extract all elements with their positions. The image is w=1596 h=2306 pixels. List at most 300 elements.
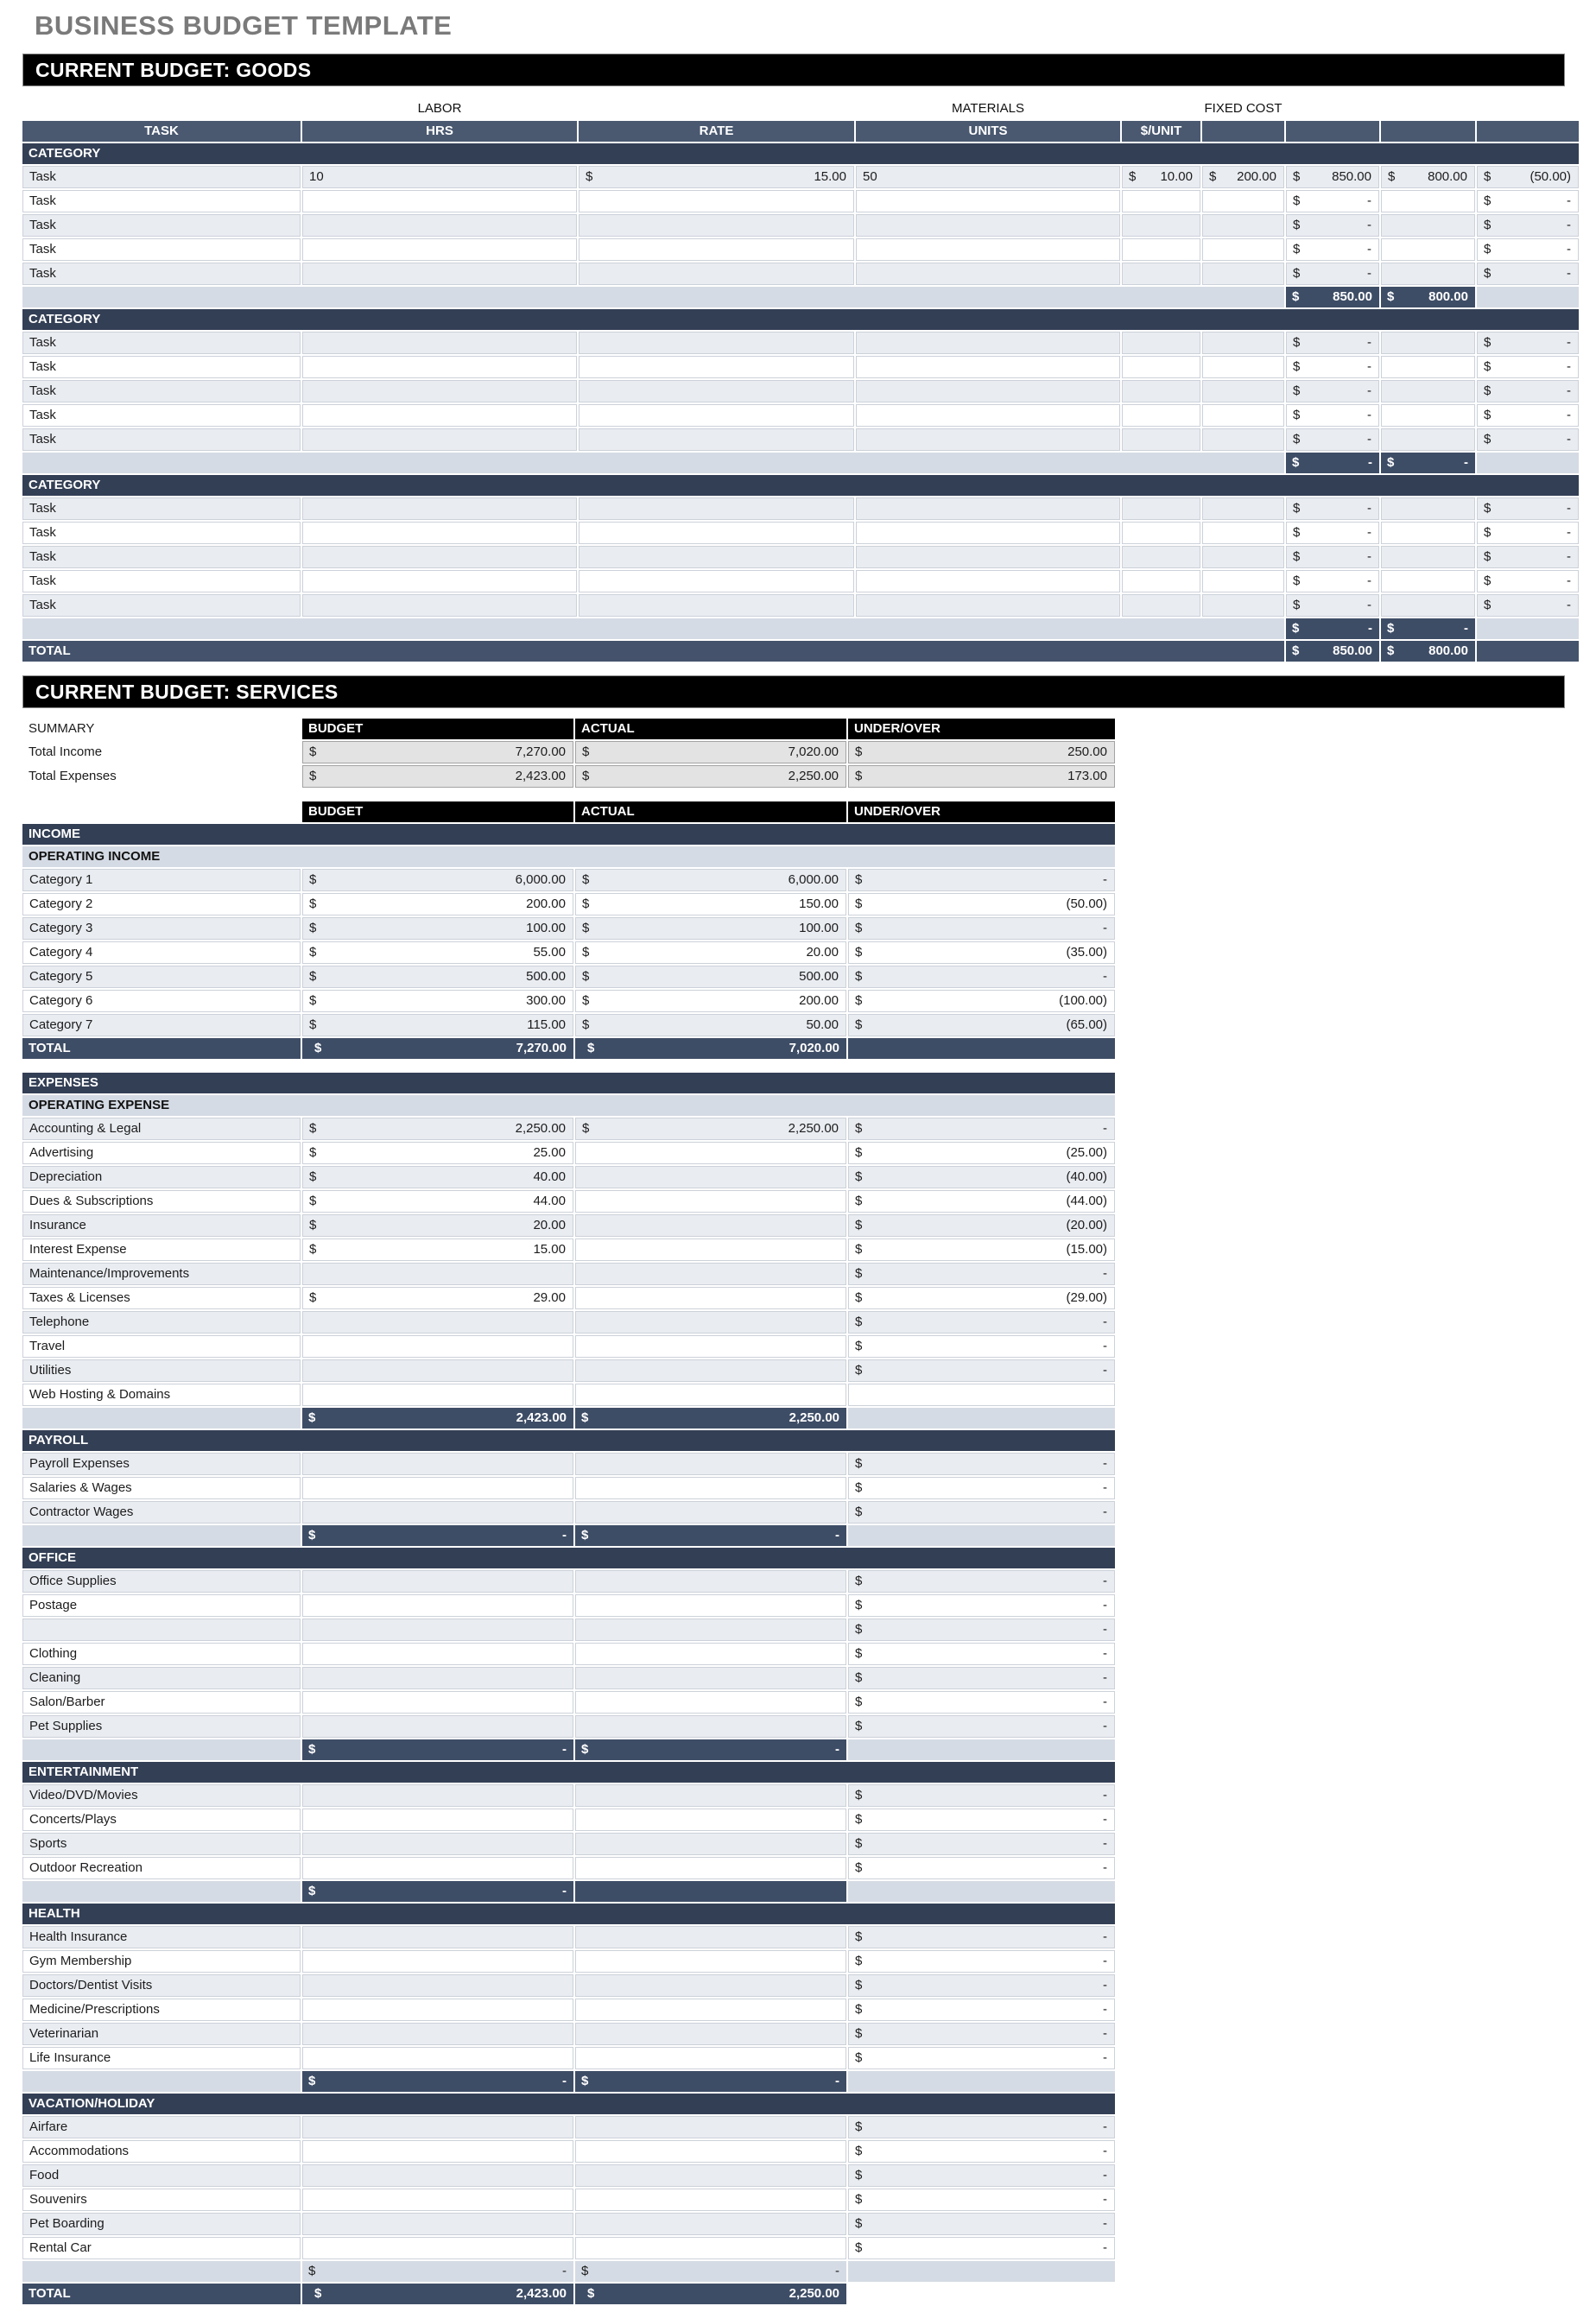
total-underover-cell bbox=[1477, 641, 1579, 662]
actual-column-header: ACTUAL bbox=[1381, 98, 1475, 119]
actual-column-header: ACTUAL bbox=[575, 719, 846, 739]
money-value bbox=[303, 894, 573, 915]
subtotal-underover-cell bbox=[848, 2261, 1115, 2282]
subsection-header-label: OPERATING EXPENSE bbox=[22, 1095, 1115, 1116]
amount: - bbox=[1567, 383, 1571, 398]
currency-symbol: $ bbox=[855, 1622, 863, 1637]
currency-symbol: $ bbox=[309, 1290, 317, 1305]
spacer-cell bbox=[848, 2284, 1115, 2304]
amount: 6,000.00 bbox=[788, 872, 839, 887]
category-header-row bbox=[22, 143, 1579, 164]
subtotal-actual-cell bbox=[575, 1739, 846, 1760]
currency-symbol: $ bbox=[308, 2264, 316, 2278]
fixed-cost-cell bbox=[1202, 522, 1284, 544]
money-value bbox=[849, 1239, 1114, 1260]
amount: 2,250.00 bbox=[515, 1121, 566, 1136]
expense-row bbox=[22, 2213, 1115, 2235]
underover-cell bbox=[1477, 404, 1579, 427]
underover-cell bbox=[848, 1974, 1115, 1997]
expense-row bbox=[22, 1926, 1115, 1948]
total-underover-cell bbox=[848, 1038, 1115, 1059]
money-value bbox=[1287, 215, 1378, 236]
row-label-cell: Travel bbox=[22, 1335, 301, 1358]
actual-cell bbox=[1381, 594, 1475, 617]
money-value bbox=[1478, 405, 1578, 426]
money-value bbox=[849, 1360, 1114, 1381]
underover-cell bbox=[1477, 263, 1579, 285]
amount: 2,423.00 bbox=[516, 2286, 567, 2301]
task-cell: Task bbox=[22, 594, 301, 617]
money-value bbox=[303, 1215, 573, 1236]
money-value bbox=[1478, 191, 1578, 212]
amount: 44.00 bbox=[533, 1194, 566, 1208]
subtotal-budget-cell bbox=[302, 2071, 573, 2092]
budget-cell bbox=[302, 2116, 573, 2138]
expense-row bbox=[22, 1166, 1115, 1188]
currency-symbol: $ bbox=[855, 1121, 863, 1136]
actual-cell bbox=[575, 2047, 846, 2069]
money-value bbox=[849, 1336, 1114, 1357]
expense-row bbox=[22, 1999, 1115, 2021]
currency-symbol: $ bbox=[855, 993, 863, 1008]
currency-symbol: $ bbox=[855, 2026, 863, 2041]
money-value bbox=[849, 1215, 1114, 1236]
money-value bbox=[576, 918, 846, 939]
goods-total-row bbox=[22, 641, 1579, 662]
underover-cell bbox=[848, 1335, 1115, 1358]
currency-symbol: $ bbox=[581, 1528, 589, 1543]
summary-row bbox=[22, 765, 1115, 788]
underover-cell bbox=[848, 1014, 1115, 1036]
goods-task-row bbox=[22, 404, 1579, 427]
task-cell: Task bbox=[22, 546, 301, 568]
subtotal-spacer bbox=[22, 2261, 301, 2282]
underover-cell bbox=[1477, 546, 1579, 568]
currency-symbol: $ bbox=[855, 1194, 863, 1208]
currency-symbol: $ bbox=[1484, 573, 1492, 588]
money-value bbox=[849, 766, 1114, 787]
services-total-row bbox=[22, 2284, 1115, 2304]
budget-cell bbox=[302, 1142, 573, 1164]
money-value bbox=[302, 2071, 573, 2092]
actual-cell bbox=[1381, 263, 1475, 285]
money-value bbox=[849, 1716, 1114, 1737]
budget-cell bbox=[1286, 263, 1379, 285]
money-value bbox=[1287, 498, 1378, 519]
currency-symbol: $ bbox=[855, 1017, 863, 1032]
subtotal-underover-cell bbox=[848, 2071, 1115, 2092]
budget-cell bbox=[302, 869, 573, 891]
row-label-cell: Category 6 bbox=[22, 990, 301, 1012]
money-value bbox=[308, 1038, 573, 1059]
rate-cell bbox=[579, 190, 854, 212]
task-cell: Task bbox=[22, 263, 301, 285]
underover-cell bbox=[848, 1214, 1115, 1237]
actual-cell bbox=[575, 2237, 846, 2259]
rate-cell bbox=[579, 332, 854, 354]
currency-symbol: $ bbox=[1484, 598, 1492, 612]
actual-cell bbox=[575, 941, 846, 964]
currency-symbol: $ bbox=[309, 1218, 317, 1232]
currency-symbol: $ bbox=[1293, 598, 1301, 612]
group-subtotal-row bbox=[22, 2261, 1115, 2282]
expense-row bbox=[22, 1335, 1115, 1358]
currency-symbol: $ bbox=[1293, 549, 1301, 564]
actual-cell bbox=[575, 1190, 846, 1213]
money-value bbox=[849, 1951, 1114, 1972]
currency-symbol: $ bbox=[855, 1574, 863, 1588]
amount: - bbox=[1103, 1315, 1107, 1329]
currency-symbol: $ bbox=[855, 2240, 863, 2255]
money-value bbox=[849, 2141, 1114, 2162]
rate-column-header: RATE bbox=[579, 121, 854, 142]
currency-symbol: $ bbox=[855, 896, 863, 911]
currency-symbol: $ bbox=[314, 2286, 322, 2301]
money-value bbox=[303, 942, 573, 963]
spacer-cell bbox=[22, 98, 301, 119]
units-cell bbox=[856, 380, 1120, 402]
amount: 20.00 bbox=[533, 1218, 566, 1232]
goods-column-header-row bbox=[22, 121, 1579, 142]
money-value bbox=[849, 1118, 1114, 1139]
subtotal-actual-cell bbox=[1381, 453, 1475, 473]
units-cell bbox=[856, 214, 1120, 237]
amount: - bbox=[1367, 218, 1371, 232]
units-column-header: UNITS bbox=[856, 121, 1120, 142]
unit-cost-cell bbox=[1122, 190, 1200, 212]
underover-cell bbox=[848, 2116, 1115, 2138]
hrs-column-header: HRS bbox=[302, 121, 577, 142]
amount: 2,250.00 bbox=[788, 1410, 839, 1425]
money-value bbox=[1478, 381, 1578, 402]
section-header-label: HEALTH bbox=[22, 1904, 1115, 1924]
underover-cell bbox=[848, 1142, 1115, 1164]
underover-column-header: UNDER/OVER bbox=[1477, 98, 1579, 119]
group-subtotal-row bbox=[22, 1881, 1115, 1902]
expense-row bbox=[22, 1214, 1115, 1237]
amount: - bbox=[835, 2264, 839, 2278]
units-cell bbox=[856, 497, 1120, 520]
goods-task-row bbox=[22, 428, 1579, 451]
currency-symbol: $ bbox=[1292, 289, 1300, 304]
amount: (35.00) bbox=[1066, 945, 1107, 960]
currency-symbol: $ bbox=[582, 969, 590, 984]
actual-cell bbox=[575, 1999, 846, 2021]
money-value bbox=[1287, 333, 1378, 353]
category-subtotal-row bbox=[22, 453, 1579, 473]
money-value bbox=[849, 1692, 1114, 1713]
actual-cell bbox=[575, 917, 846, 940]
units-cell bbox=[856, 190, 1120, 212]
fixed-cost-cell bbox=[1202, 263, 1284, 285]
amount: 800.00 bbox=[1428, 289, 1468, 304]
expense-row bbox=[22, 1263, 1115, 1285]
subsection-header-row bbox=[22, 1095, 1115, 1116]
underover-cell bbox=[848, 1809, 1115, 1831]
money-value bbox=[1381, 641, 1475, 662]
subtotal-spacer bbox=[22, 618, 1284, 639]
money-value bbox=[303, 1288, 573, 1308]
amount: 2,423.00 bbox=[516, 1410, 567, 1425]
actual-cell bbox=[575, 1715, 846, 1738]
amount: 200.00 bbox=[1237, 169, 1276, 184]
goods-task-row bbox=[22, 497, 1579, 520]
actual-cell bbox=[1381, 166, 1475, 188]
section-header-row bbox=[22, 1762, 1115, 1783]
units-cell bbox=[856, 263, 1120, 285]
underover-cell bbox=[1477, 214, 1579, 237]
money-value bbox=[849, 894, 1114, 915]
currency-symbol: $ bbox=[314, 1041, 322, 1055]
amount: 20.00 bbox=[806, 945, 839, 960]
row-label-cell: Postage bbox=[22, 1594, 301, 1617]
actual-cell bbox=[575, 966, 846, 988]
amount: 10.00 bbox=[1160, 169, 1193, 184]
rate-cell bbox=[579, 166, 854, 188]
rate-cell bbox=[579, 594, 854, 617]
row-label-cell: Category 1 bbox=[22, 869, 301, 891]
money-value bbox=[849, 1595, 1114, 1616]
currency-symbol: $ bbox=[1293, 432, 1301, 447]
budget-cell bbox=[302, 1833, 573, 1855]
currency-symbol: $ bbox=[855, 1836, 863, 1851]
subtotal-spacer bbox=[22, 1525, 301, 1546]
currency-symbol: $ bbox=[855, 1242, 863, 1257]
currency-symbol: $ bbox=[1293, 525, 1301, 540]
row-label-cell: Contractor Wages bbox=[22, 1501, 301, 1524]
fixed-cost-cell bbox=[1202, 546, 1284, 568]
money-value bbox=[303, 991, 573, 1011]
actual-cell bbox=[1381, 214, 1475, 237]
budget-cell bbox=[302, 1014, 573, 1036]
subtotal-actual-cell bbox=[575, 1525, 846, 1546]
hrs-cell bbox=[302, 214, 577, 237]
amount: - bbox=[1367, 501, 1371, 516]
currency-symbol: $ bbox=[1484, 193, 1492, 208]
currency-symbol: $ bbox=[855, 921, 863, 935]
total-label-cell: TOTAL bbox=[22, 2284, 301, 2304]
section-header-label: ENTERTAINMENT bbox=[22, 1762, 1115, 1783]
budget-cell bbox=[302, 1619, 573, 1641]
budget-cell bbox=[302, 917, 573, 940]
row-label-cell: Accommodations bbox=[22, 2140, 301, 2163]
budget-cell bbox=[1286, 332, 1379, 354]
amount: - bbox=[1103, 2026, 1107, 2041]
currency-symbol: $ bbox=[1484, 383, 1492, 398]
budget-cell bbox=[1286, 594, 1379, 617]
column-header-spacer bbox=[1381, 121, 1475, 142]
actual-cell bbox=[1381, 522, 1475, 544]
expense-row bbox=[22, 1384, 1115, 1406]
underover-cell bbox=[848, 1619, 1115, 1641]
actual-cell bbox=[575, 1335, 846, 1358]
money-value bbox=[849, 2117, 1114, 2138]
currency-symbol: $ bbox=[1484, 266, 1492, 281]
subtotal-actual-cell bbox=[1381, 287, 1475, 307]
actual-cell bbox=[575, 990, 846, 1012]
money-value bbox=[1287, 571, 1378, 592]
amount: - bbox=[1103, 921, 1107, 935]
budget-cell bbox=[1286, 166, 1379, 188]
expense-row bbox=[22, 1974, 1115, 1997]
money-value bbox=[1286, 641, 1379, 662]
subtotal-budget-cell bbox=[302, 1525, 573, 1546]
currency-symbol: $ bbox=[1387, 289, 1395, 304]
amount: - bbox=[1367, 193, 1371, 208]
amount: - bbox=[1103, 1646, 1107, 1661]
row-label-cell: Category 2 bbox=[22, 893, 301, 915]
amount: - bbox=[1103, 1670, 1107, 1685]
subtotal-budget-cell bbox=[1286, 453, 1379, 473]
underover-cell bbox=[848, 2047, 1115, 2069]
currency-symbol: $ bbox=[855, 1480, 863, 1495]
money-value bbox=[1478, 429, 1578, 450]
summary-row-label: Total Income bbox=[22, 741, 301, 763]
amount: - bbox=[562, 1884, 567, 1898]
goods-task-row bbox=[22, 570, 1579, 592]
underover-cell bbox=[848, 1999, 1115, 2021]
money-value bbox=[849, 1015, 1114, 1036]
amount: - bbox=[1103, 1695, 1107, 1709]
currency-symbol: $ bbox=[1484, 359, 1492, 374]
fixed-cost-cell bbox=[1202, 356, 1284, 378]
rate-cell bbox=[579, 404, 854, 427]
subtotal-underover-cell bbox=[848, 1408, 1115, 1429]
money-value bbox=[302, 2261, 573, 2282]
subtotal-underover-cell bbox=[848, 1525, 1115, 1546]
row-label-cell: Veterinarian bbox=[22, 2023, 301, 2045]
currency-symbol: $ bbox=[309, 1194, 317, 1208]
money-value bbox=[849, 1834, 1114, 1854]
summary-table bbox=[21, 717, 1117, 789]
subsection-header-label: OPERATING INCOME bbox=[22, 846, 1115, 867]
amount: - bbox=[1367, 383, 1371, 398]
underover-cell bbox=[848, 1239, 1115, 1261]
section-header-label: VACATION/HOLIDAY bbox=[22, 2094, 1115, 2114]
row-label-cell: Depreciation bbox=[22, 1166, 301, 1188]
section-header-row bbox=[22, 1073, 1115, 1093]
money-value bbox=[1478, 498, 1578, 519]
expense-row bbox=[22, 2116, 1115, 2138]
task-cell: Task bbox=[22, 356, 301, 378]
currency-symbol: $ bbox=[309, 993, 317, 1008]
money-value bbox=[849, 2165, 1114, 2186]
row-label-cell: Salon/Barber bbox=[22, 1691, 301, 1714]
section-header-label: EXPENSES bbox=[22, 1073, 1115, 1093]
task-cell: Task bbox=[22, 428, 301, 451]
amount: - bbox=[1103, 1456, 1107, 1471]
amount: 40.00 bbox=[533, 1169, 566, 1184]
subtotal-budget-cell bbox=[302, 1739, 573, 1760]
section-header-row bbox=[22, 1904, 1115, 1924]
amount: - bbox=[562, 1528, 567, 1543]
underover-cell bbox=[848, 1570, 1115, 1593]
subtotal-underover-cell bbox=[1477, 618, 1579, 639]
expense-row bbox=[22, 1239, 1115, 1261]
underover-column-header: UNDER/OVER bbox=[848, 719, 1115, 739]
currency-symbol: $ bbox=[855, 744, 863, 759]
amount: 15.00 bbox=[814, 169, 846, 184]
budget-cell bbox=[302, 2213, 573, 2235]
amount: - bbox=[1103, 2240, 1107, 2255]
amount: - bbox=[1567, 573, 1571, 588]
currency-symbol: $ bbox=[855, 1169, 863, 1184]
fixed-cost-cell bbox=[1202, 404, 1284, 427]
task-cell: Task bbox=[22, 404, 301, 427]
amount: - bbox=[1367, 525, 1371, 540]
actual-cell bbox=[575, 1974, 846, 1997]
amount: 7,020.00 bbox=[788, 744, 839, 759]
actual-column-header: ACTUAL bbox=[575, 801, 846, 822]
budget-cell bbox=[302, 1926, 573, 1948]
units-cell bbox=[856, 522, 1120, 544]
income-row bbox=[22, 893, 1115, 915]
currency-symbol: $ bbox=[308, 1410, 316, 1425]
amount: - bbox=[1367, 266, 1371, 281]
money-value bbox=[1382, 167, 1474, 187]
actual-cell bbox=[575, 2116, 846, 2138]
expense-row bbox=[22, 1311, 1115, 1334]
money-value bbox=[581, 1038, 846, 1059]
underover-cell bbox=[848, 2164, 1115, 2187]
amount: - bbox=[1567, 242, 1571, 257]
currency-symbol: $ bbox=[1484, 549, 1492, 564]
underover-cell bbox=[1477, 238, 1579, 261]
subtotal-actual-cell bbox=[575, 2261, 846, 2282]
currency-symbol: $ bbox=[1484, 525, 1492, 540]
amount: 7,020.00 bbox=[788, 1041, 839, 1055]
currency-symbol: $ bbox=[1292, 621, 1300, 636]
currency-symbol: $ bbox=[309, 744, 317, 759]
unit-cost-column-header: $/UNIT bbox=[1122, 121, 1200, 142]
fixed-cost-cell bbox=[1202, 594, 1284, 617]
amount: - bbox=[1103, 1719, 1107, 1733]
underover-cell bbox=[848, 1594, 1115, 1617]
currency-symbol: $ bbox=[1129, 169, 1137, 184]
subtotal-spacer bbox=[22, 287, 1284, 307]
currency-symbol: $ bbox=[1387, 621, 1395, 636]
income-row bbox=[22, 917, 1115, 940]
subtotal-spacer bbox=[22, 453, 1284, 473]
expense-row bbox=[22, 1715, 1115, 1738]
hrs-cell bbox=[302, 190, 577, 212]
row-label-cell: Video/DVD/Movies bbox=[22, 1784, 301, 1807]
underover-cell bbox=[848, 1691, 1115, 1714]
spacer-cell bbox=[22, 1061, 1115, 1071]
section-header-label: OFFICE bbox=[22, 1548, 1115, 1568]
money-value bbox=[580, 167, 853, 187]
budget-cell bbox=[1286, 190, 1379, 212]
budget-cell bbox=[302, 1287, 573, 1309]
money-value bbox=[576, 742, 846, 763]
money-value bbox=[849, 2238, 1114, 2258]
amount: - bbox=[1567, 432, 1571, 447]
underover-cell bbox=[848, 1311, 1115, 1334]
goods-task-row bbox=[22, 166, 1579, 188]
budget-column-header: BUDGET bbox=[1286, 98, 1379, 119]
actual-cell bbox=[575, 2164, 846, 2187]
expense-row bbox=[22, 1619, 1115, 1641]
unit-cost-cell bbox=[1122, 356, 1200, 378]
money-value bbox=[576, 766, 846, 787]
money-value bbox=[302, 1881, 573, 1902]
fixed-cost-cell bbox=[1202, 214, 1284, 237]
subtotal-underover-cell bbox=[1477, 453, 1579, 473]
hrs-cell bbox=[302, 404, 577, 427]
row-label-cell: Pet Boarding bbox=[22, 2213, 301, 2235]
currency-symbol: $ bbox=[1387, 643, 1395, 658]
subtotal-actual-cell bbox=[575, 2071, 846, 2092]
